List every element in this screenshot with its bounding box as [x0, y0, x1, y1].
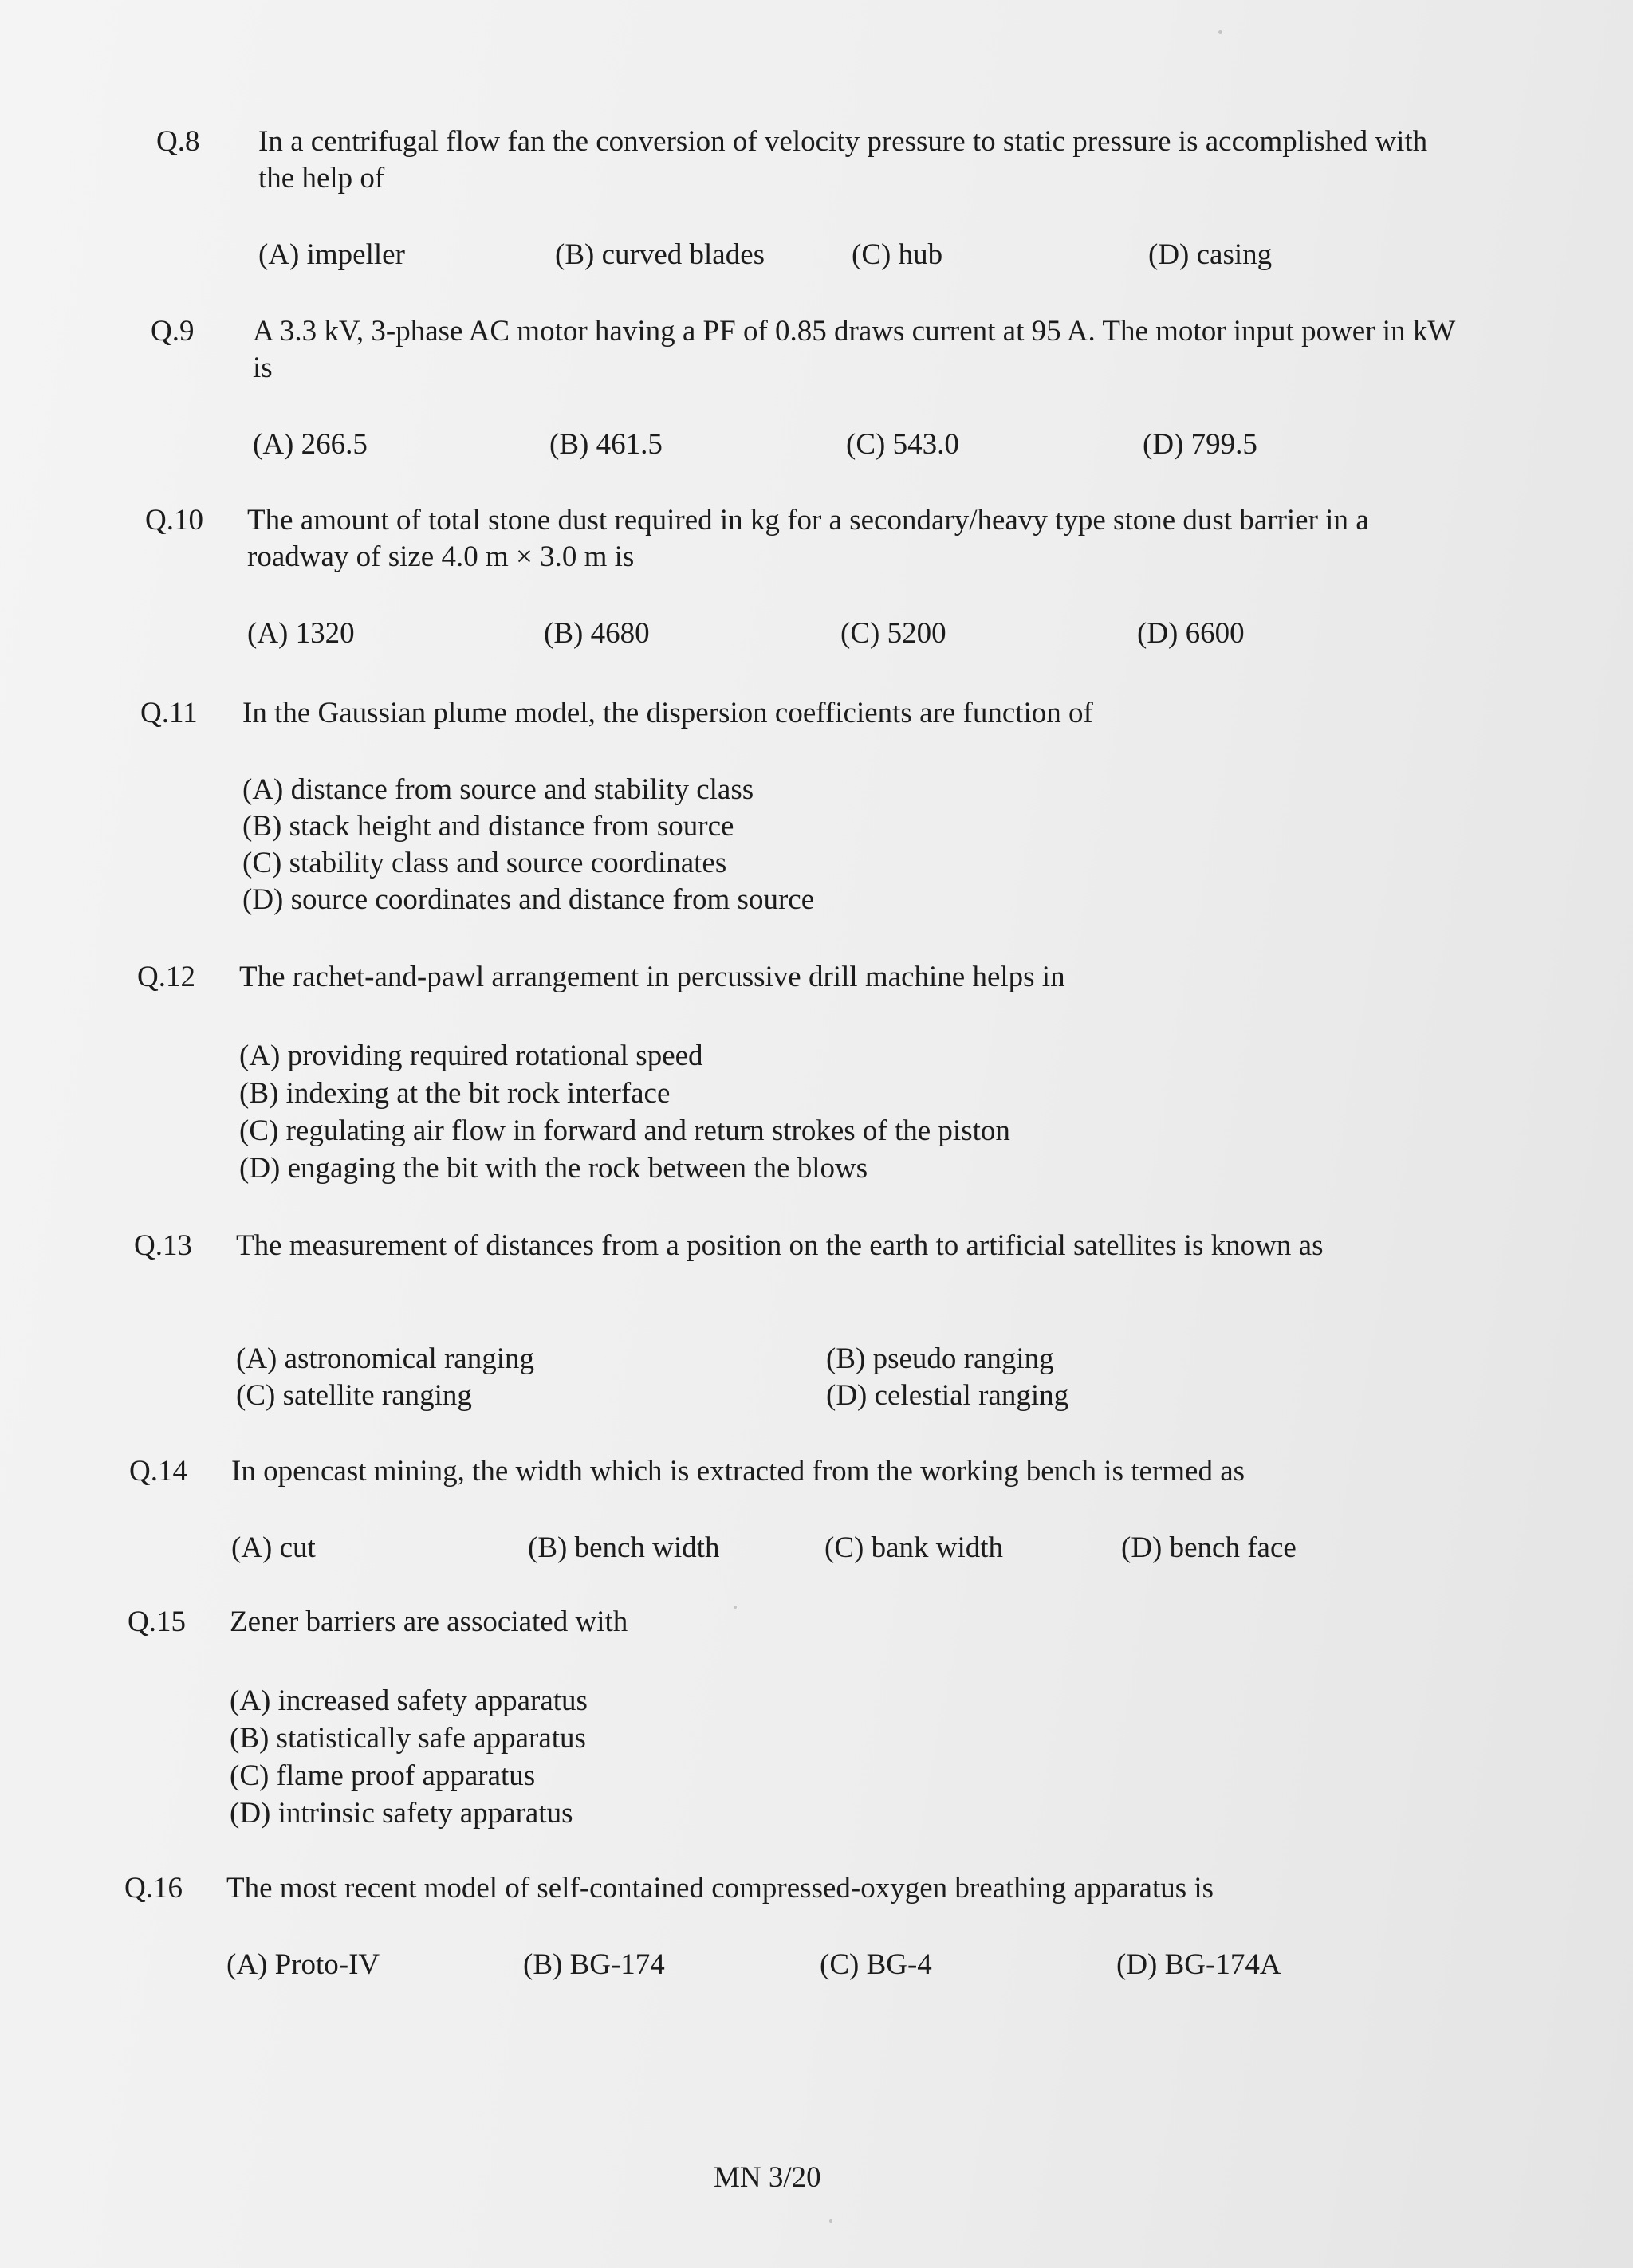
option-b: (B) BG-174 — [523, 1948, 665, 1981]
option-a: (A) 266.5 — [253, 428, 368, 461]
option-a: (A) astronomical ranging — [236, 1342, 534, 1375]
option-c: (C) flame proof apparatus — [230, 1759, 536, 1792]
scan-speck — [829, 2219, 832, 2223]
option-d: (D) source coordinates and distance from source — [242, 883, 815, 916]
option-b: (B) bench width — [528, 1531, 720, 1564]
option-b: (B) 461.5 — [549, 428, 663, 461]
options-grid — [236, 1341, 1544, 1414]
option-a: (A) cut — [231, 1531, 316, 1564]
question-number: Q.16 — [124, 1872, 183, 1904]
option-b: (B) curved blades — [555, 238, 765, 271]
options-list — [242, 772, 1550, 918]
option-a: (A) impeller — [258, 238, 405, 271]
question-number: Q.9 — [151, 315, 195, 348]
option-d: (D) 6600 — [1137, 617, 1245, 650]
question-number: Q.12 — [137, 961, 195, 993]
question-number: Q.14 — [129, 1455, 187, 1488]
page-footer: MN 3/20 — [714, 2161, 821, 2194]
option-d: (D) casing — [1148, 238, 1273, 271]
option-c: (C) 5200 — [840, 617, 946, 650]
option-a: (A) increased safety apparatus — [230, 1684, 588, 1717]
options-list — [230, 1682, 1537, 1832]
option-c: (C) hub — [852, 238, 943, 271]
question-stem: The most recent model of self-contained compressed-oxygen breathing apparatus is — [226, 1872, 1214, 1904]
question-stem: The amount of total stone dust required in kg for a secondary/heavy type stone dust barrier in a roadway of size 4.0 m × 3.0 m is — [247, 504, 1369, 574]
option-b: (B) pseudo ranging — [826, 1342, 1054, 1375]
option-b: (B) 4680 — [544, 617, 650, 650]
option-d: (D) engaging the bit with the rock between the blows — [239, 1152, 868, 1185]
option-b: (B) indexing at the bit rock interface — [239, 1077, 671, 1110]
option-b: (B) stack height and distance from source — [242, 810, 734, 843]
option-c: (C) satellite ranging — [236, 1379, 472, 1412]
option-d: (D) celestial ranging — [826, 1379, 1069, 1412]
question-stem: The rachet-and-pawl arrangement in percussive drill machine helps in — [239, 961, 1065, 993]
scan-speck — [1218, 30, 1222, 34]
question-number: Q.13 — [134, 1229, 192, 1262]
option-a: (A) 1320 — [247, 617, 355, 650]
options-row — [231, 1530, 1539, 1566]
option-d: (D) intrinsic safety apparatus — [230, 1797, 573, 1830]
option-c: (C) BG-4 — [820, 1948, 932, 1981]
option-a: (A) distance from source and stability class — [242, 773, 754, 806]
options-row — [258, 237, 1566, 273]
options-row — [253, 426, 1560, 463]
question-number: Q.15 — [128, 1606, 186, 1638]
options-row — [247, 615, 1555, 652]
question-stem: The measurement of distances from a position on the earth to artificial satellites is known as — [236, 1229, 1324, 1262]
option-c: (C) bank width — [824, 1531, 1004, 1564]
option-a: (A) Proto-IV — [226, 1948, 380, 1981]
question-number: Q.10 — [145, 504, 203, 537]
question-number: Q.8 — [156, 125, 200, 158]
option-a: (A) providing required rotational speed — [239, 1040, 703, 1072]
question-stem: Zener barriers are associated with — [230, 1606, 628, 1638]
option-d: (D) BG-174A — [1116, 1948, 1281, 1981]
option-d: (D) bench face — [1121, 1531, 1297, 1564]
option-c: (C) regulating air flow in forward and return strokes of the piston — [239, 1114, 1010, 1147]
question-stem: In the Gaussian plume model, the dispersion coefficients are function of — [242, 697, 1093, 729]
question-stem: A 3.3 kV, 3-phase AC motor having a PF of 0.85 draws current at 95 A. The motor input power in kW is — [253, 315, 1455, 385]
options-list — [239, 1037, 1547, 1187]
option-b: (B) statistically safe apparatus — [230, 1722, 586, 1755]
options-row — [226, 1947, 1534, 1983]
question-number: Q.11 — [140, 697, 198, 729]
option-d: (D) 799.5 — [1143, 428, 1257, 461]
question-stem: In opencast mining, the width which is extracted from the working bench is termed as — [231, 1455, 1245, 1488]
option-c: (C) stability class and source coordinates — [242, 847, 727, 879]
option-c: (C) 543.0 — [846, 428, 959, 461]
question-stem: In a centrifugal flow fan the conversion of velocity pressure to static pressure is accomplished with the help of — [258, 125, 1428, 195]
scan-speck — [734, 1606, 737, 1609]
